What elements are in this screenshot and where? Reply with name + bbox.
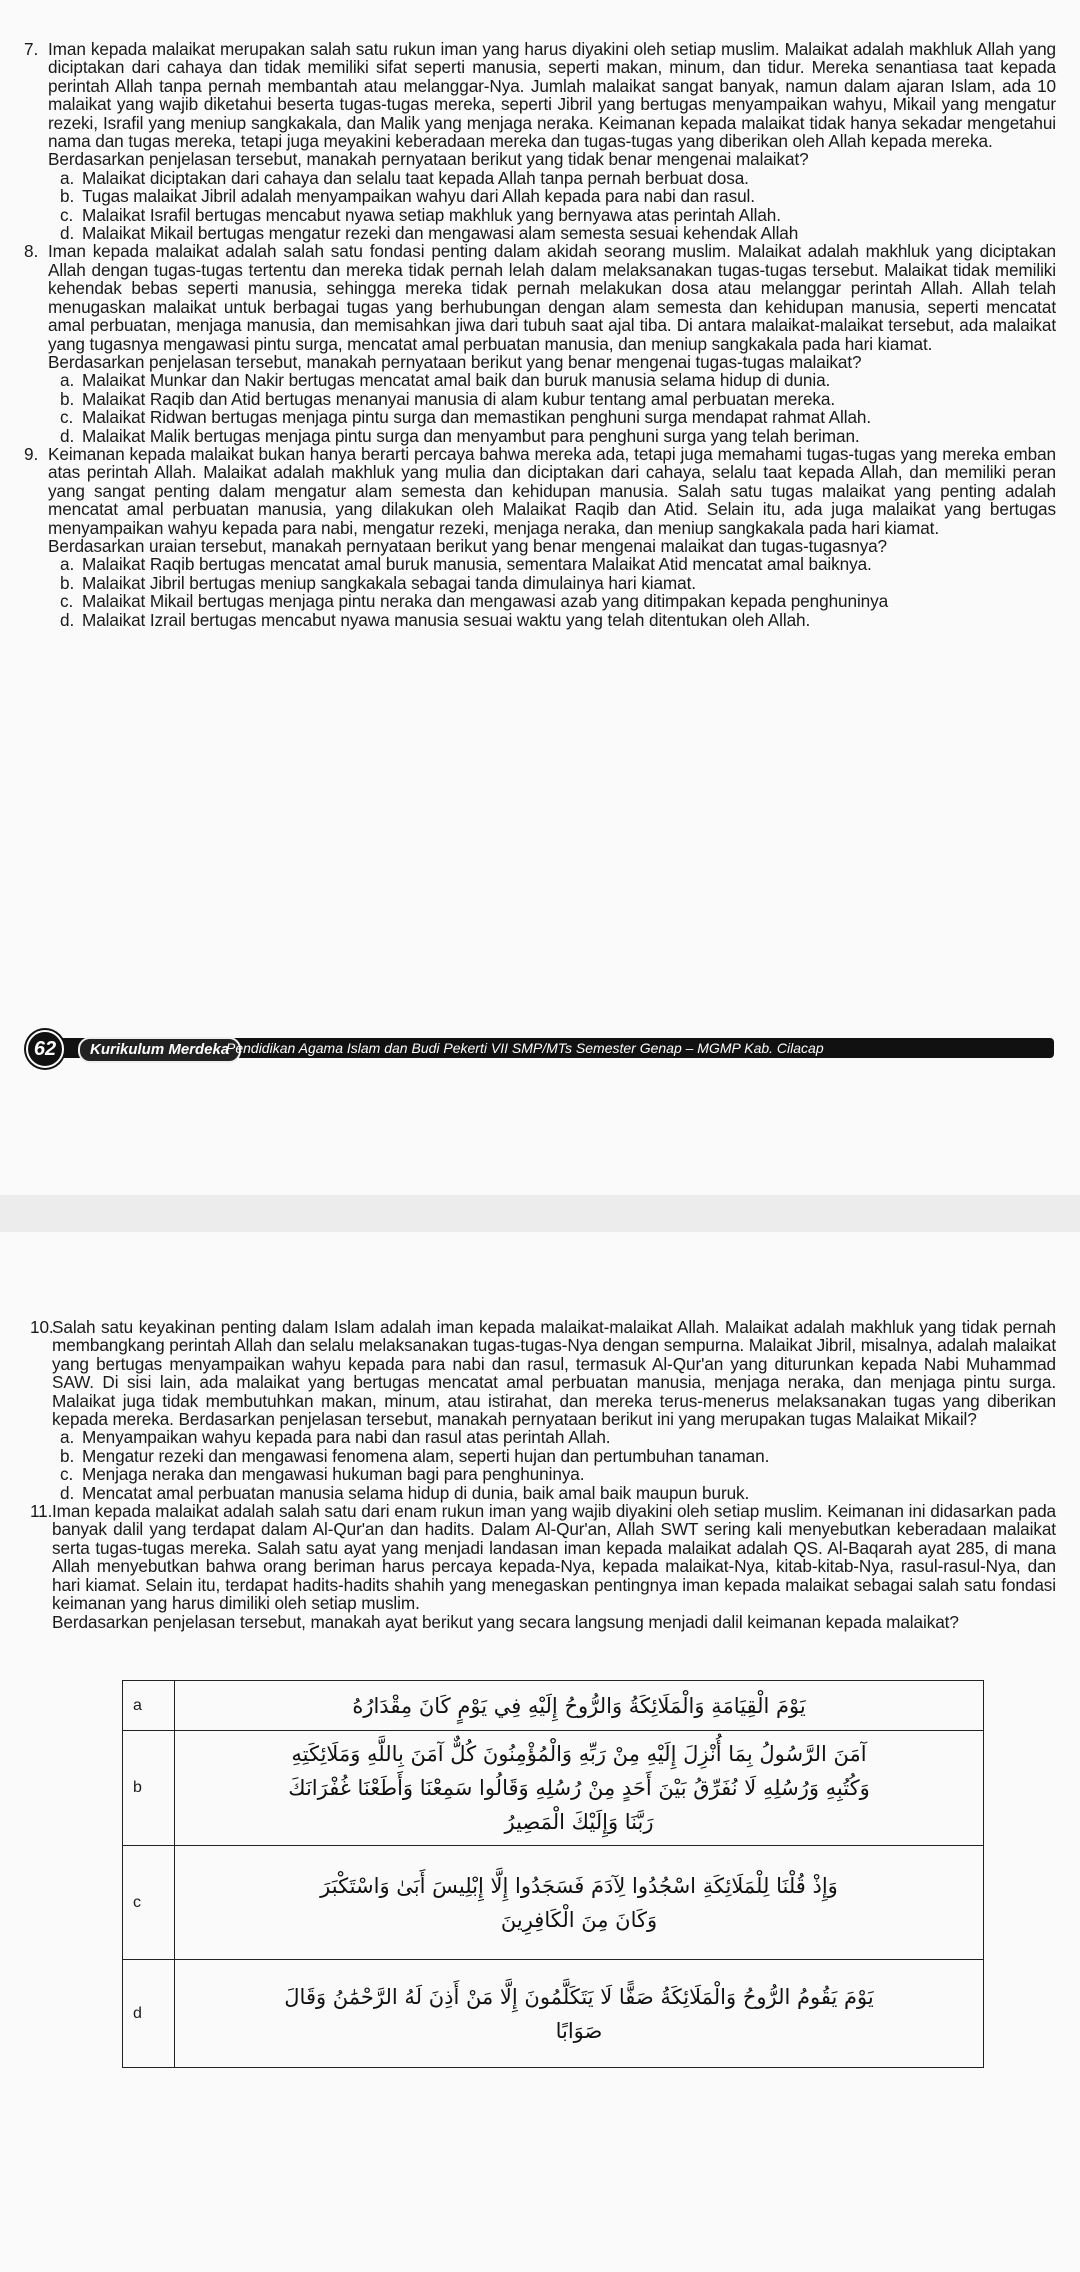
option-letter: c. [60, 1464, 74, 1485]
verse-line: آمَنَ الرَّسُولُ بِمَا أُنْزِلَ إِلَيْهِ مِنْ رَبِّهِ وَالْمُؤْمِنُونَ كُلٌّ آمَنَ بِاللَّهِ وَمَلَائِكَتِهِ [291, 1742, 867, 1766]
option-letter: a. [60, 1427, 75, 1448]
option-letter: d. [60, 609, 75, 630]
question-passage: Iman kepada malaikat adalah salah satu fondasi penting dalam akidah seorang muslim. Malaikat adalah makhluk yang diciptakan Allah dengan tugas-tugas tertentu dan mereka tidak pernah lelah dalam melaksanakan tugas-tugas tersebut. Malaikat tidak memiliki kehendak bebas seperti manusia, sehingga mereka tidak pernah melakukan dosa atau melanggar perintah Allah. Allah telah menugaskan malaikat untuk berbagai tugas yang berhubungan dengan alam semesta dan kehidupan manusia, seperti mencatat amal perbuatan, menjaga manusia, dan memisahkan jiwa dari tubuh saat ajal tiba. Di antara malaikat-malaikat tersebut, ada malaikat yang tugasnya mengawasi pintu surga, mencatat amal perbuatan manusia, dan meniup sangkakala pada hari kiamat. [48, 241, 1056, 354]
question-number: 7. [24, 39, 39, 59]
option-letter: d. [60, 223, 75, 244]
option-text: Malaikat Israfil bertugas mencabut nyawa setiap makhluk yang bernyawa atas perintah Allah. [82, 204, 781, 225]
verse-line: وَكُتُبِهِ وَرُسُلِهِ لَا نُفَرِّقُ بَيْنَ أَحَدٍ مِنْ رُسُلِهِ وَقَالُوا سَمِعْنَا وَأَطَعْنَا غُفْرَانَكَ [288, 1776, 870, 1800]
question-7 [0, 40, 1080, 242]
option-d [48, 224, 1056, 242]
option-letter: c. [60, 407, 74, 428]
option-b [48, 574, 1056, 592]
arabic-verse [175, 1846, 984, 1960]
option-text: Malaikat Raqib bertugas mencatat amal buruk manusia, sementara Malaikat Atid mencatat amal baiknya. [82, 554, 872, 575]
option-letter: b. [60, 1445, 75, 1466]
option-d [48, 427, 1056, 445]
question-passage: Iman kepada malaikat adalah salah satu dari enam rukun iman yang wajib diyakini oleh setiap muslim. Keimanan ini didasarkan pada banyak dalil yang terdapat dalam Al-Qur'an dan hadits. Dalam Al-Qur'an, Allah SWT sering kali menyebutkan keberadaan malaikat serta tugas-tugas mereka. Salah satu ayat yang menjadi landasan iman kepada malaikat adalah QS. Al-Baqarah ayat 285, di mana Allah menyebutkan bahwa orang beriman harus percaya kepada-Nya, kepada malaikat-Nya, kitab-kitab-Nya, rasul-rasul-Nya, dan hari kiamat. Selain itu, terdapat hadits-hadits shahih yang menegaskan pentingnya iman kepada malaikat sebagai salah satu fondasi keimanan yang harus dimiliki oleh setiap muslim. [52, 1501, 1056, 1614]
option-text: Mengatur rezeki dan mengawasi fenomena alam, seperti hujan dan pertumbuhan tanaman. [82, 1445, 770, 1466]
answer-table [122, 1680, 984, 2068]
page-63-content [0, 1318, 1080, 1631]
option-a [48, 1428, 1056, 1446]
option-text: Malaikat diciptakan dari cahaya dan selalu taat kepada Allah tanpa pernah berbuat dosa. [82, 167, 749, 188]
curriculum-badge: Kurikulum Merdeka [78, 1037, 241, 1063]
option-c [48, 206, 1056, 224]
option-text: Malaikat Munkar dan Nakir bertugas mencatat amal baik dan buruk manusia selama hidup di dunia. [82, 370, 831, 391]
option-text: Tugas malaikat Jibril adalah menyampaikan wahyu dari Allah kepada para nabi dan rasul. [82, 186, 755, 207]
option-letter: d. [60, 425, 75, 446]
option-c [48, 592, 1056, 610]
answer-label: a [123, 1681, 175, 1731]
page-number: 62 [26, 1030, 64, 1068]
option-text: Malaikat Izrail bertugas mencabut nyawa manusia sesuai waktu yang telah ditentukan oleh Allah. [82, 609, 811, 630]
option-text: Menjaga neraka dan mengawasi hukuman bagi para penghuninya. [82, 1464, 585, 1485]
question-passage: Keimanan kepada malaikat bukan hanya berarti percaya bahwa mereka ada, tetapi juga memahami tugas-tugas yang mereka emban atas perintah Allah. Malaikat adalah makhluk yang mulia dan diciptakan dari cahaya, selalu taat kepada Allah, dan memiliki peran yang sangat penting dalam mengatur alam semesta dan kehidupan manusia. Salah satu tugas malaikat yang penting adalah mencatat amal perbuatan manusia, yang dilakukan oleh Malaikat Raqib dan Atid. Selain itu, ada juga malaikat yang bertugas menyampaikan wahyu kepada para nabi, mengatur rezeki, menjaga neraka, dan meniup sangkakala pada hari kiamat. [48, 443, 1056, 538]
option-text: Malaikat Mikail bertugas menjaga pintu neraka dan mengawasi azab yang ditimpakan kepada penghuninya [82, 591, 889, 612]
page-62-content [0, 40, 1080, 629]
option-letter: b. [60, 388, 75, 409]
answer-label: d [123, 1960, 175, 2068]
question-8 [0, 242, 1080, 444]
option-text: Malaikat Jibril bertugas meniup sangkakala sebagai tanda dimulainya hari kiamat. [82, 572, 696, 593]
answer-row-a [123, 1681, 984, 1731]
option-letter: b. [60, 186, 75, 207]
answer-row-b [123, 1731, 984, 1846]
option-c [48, 408, 1056, 426]
option-d [48, 1484, 1056, 1502]
answer-label: c [123, 1846, 175, 1960]
verse-line: وَكَانَ مِنَ الْكَافِرِينَ [500, 1907, 658, 1932]
question-number: 11. [30, 1501, 53, 1522]
option-text: Malaikat Mikail bertugas mengatur rezeki dan mengawasi alam semesta sesuai kehendak Allah [82, 223, 799, 244]
option-a [48, 371, 1056, 389]
arabic-verse [175, 1960, 984, 2068]
option-letter: d. [60, 1482, 75, 1503]
question-prompt: Berdasarkan penjelasan tersebut, manakah ayat berikut yang secara langsung menjadi dalil keimanan kepada malaikat? [52, 1611, 959, 1632]
question-prompt: Berdasarkan penjelasan tersebut, manakah pernyataan berikut yang tidak benar mengenai malaikat? [48, 149, 809, 170]
option-b [48, 187, 1056, 205]
answer-row-d [123, 1960, 984, 2068]
option-b [48, 1447, 1056, 1465]
arabic-verse [175, 1681, 984, 1731]
question-number: 10. [30, 1317, 54, 1337]
option-letter: a. [60, 370, 75, 391]
question-11 [0, 1502, 1080, 1631]
question-prompt: Berdasarkan uraian tersebut, manakah pernyataan berikut yang benar mengenai malaikat dan tugas-tugasnya? [48, 535, 888, 556]
option-letter: b. [60, 572, 75, 593]
answer-row-c [123, 1846, 984, 1960]
option-letter: a. [60, 167, 75, 188]
question-passage: Iman kepada malaikat merupakan salah satu rukun iman yang harus diyakini oleh setiap muslim. Malaikat adalah makhluk Allah yang diciptakan dari cahaya dan tidak memiliki sifat seperti manusia, seperti makan, minum, dan tidur. Mereka senantiasa taat kepada perintah Allah tanpa pernah membantah atau melanggar-Nya. Jumlah malaikat sangat banyak, namun dalam ajaran Islam, ada 10 malaikat yang wajib diketahui beserta tugas-tugas mereka, seperti Jibril yang bertugas menyampaikan wahyu, Mikail yang mengatur rezeki, Israfil yang meniup sangkakala, dan Malik yang menjaga neraka. Keimanan kepada malaikat tidak hanya sekadar mengetahui nama dan tugas mereka, tetapi juga meyakini keberadaan mereka dan tugas-tugas yang diberikan oleh Allah kepada mereka. [48, 39, 1056, 152]
option-text: Mencatat amal perbuatan manusia selama hidup di dunia, baik amal baik maupun buruk. [82, 1482, 750, 1503]
option-a [48, 555, 1056, 573]
option-d [48, 611, 1056, 629]
footer-title: Pendidikan Agama Islam dan Budi Pekerti VII SMP/MTs Semester Genap – MGMP Kab. Cilacap [226, 1040, 824, 1056]
option-text: Malaikat Malik bertugas menjaga pintu surga dan menyambut para penghuni surga yang telah beriman. [82, 425, 860, 446]
option-c [48, 1465, 1056, 1483]
option-a [48, 169, 1056, 187]
option-letter: c. [60, 591, 74, 612]
verse-line: يَوْمَ الْقِيَامَةِ وَالْمَلَائِكَةُ وَالرُّوحُ إِلَيْهِ فِي يَوْمٍ كَانَ مِقْدَارُهُ [352, 1693, 806, 1718]
page-gap [0, 1195, 1080, 1232]
option-text: Menyampaikan wahyu kepada para nabi dan rasul atas perintah Allah. [82, 1427, 611, 1448]
page-footer [26, 1030, 1054, 1064]
option-b [48, 390, 1056, 408]
answer-label: b [123, 1731, 175, 1846]
option-letter: a. [60, 554, 75, 575]
verse-line: يَوْمَ يَقُومُ الرُّوحُ وَالْمَلَائِكَةُ صَفًّا لَا يَتَكَلَّمُونَ إِلَّا مَنْ أَذِنَ لَهُ الرَّحْمَٰنُ وَقَالَ [284, 1984, 874, 2009]
option-text: Malaikat Raqib dan Atid bertugas menanyai manusia di alam kubur tentang amal perbuatan mereka. [82, 388, 836, 409]
question-10 [0, 1318, 1080, 1502]
verse-line: وَإِذْ قُلْنَا لِلْمَلَائِكَةِ اسْجُدُوا لِآدَمَ فَسَجَدُوا إِلَّا إِبْلِيسَ أَبَىٰ وَاسْتَكْبَرَ [320, 1873, 838, 1898]
question-prompt: Berdasarkan penjelasan tersebut, manakah pernyataan berikut yang benar mengenai tugas-tugas malaikat? [48, 351, 862, 372]
option-letter: c. [60, 204, 74, 225]
option-text: Malaikat Ridwan bertugas menjaga pintu surga dan memastikan penghuni surga mendapat rahmat Allah. [82, 407, 872, 428]
verse-line: صَوَابًا [555, 2018, 603, 2043]
question-number: 8. [24, 241, 39, 262]
question-9 [0, 445, 1080, 629]
verse-line: رَبَّنَا وَإِلَيْكَ الْمَصِيرُ [504, 1810, 654, 1834]
question-passage: Salah satu keyakinan penting dalam Islam adalah iman kepada malaikat-malaikat Allah. Malaikat adalah makhluk yang tidak pernah membangkang perintah Allah dan selalu melaksanakan tugas-tugas-Nya dengan sempurna. Malaikat Jibril, misalnya, adalah malaikat yang bertugas menyampaikan wahyu kepada para nabi dan rasul, termasuk Al-Qur'an yang diturunkan kepada Nabi Muhammad SAW. Di sisi lain, ada malaikat yang bertugas mencatat amal perbuatan manusia, menjaga neraka, dan menjaga pintu surga. Malaikat juga tidak membutuhkan makan, minum, atau istirahat, dan mereka terus-menerus melaksanakan tugas yang diberikan kepada mereka. Berdasarkan penjelasan tersebut, manakah pernyataan berikut ini yang merupakan tugas Malaikat Mikail? [52, 1317, 1056, 1430]
question-number: 9. [24, 443, 39, 464]
arabic-verse [175, 1731, 984, 1846]
